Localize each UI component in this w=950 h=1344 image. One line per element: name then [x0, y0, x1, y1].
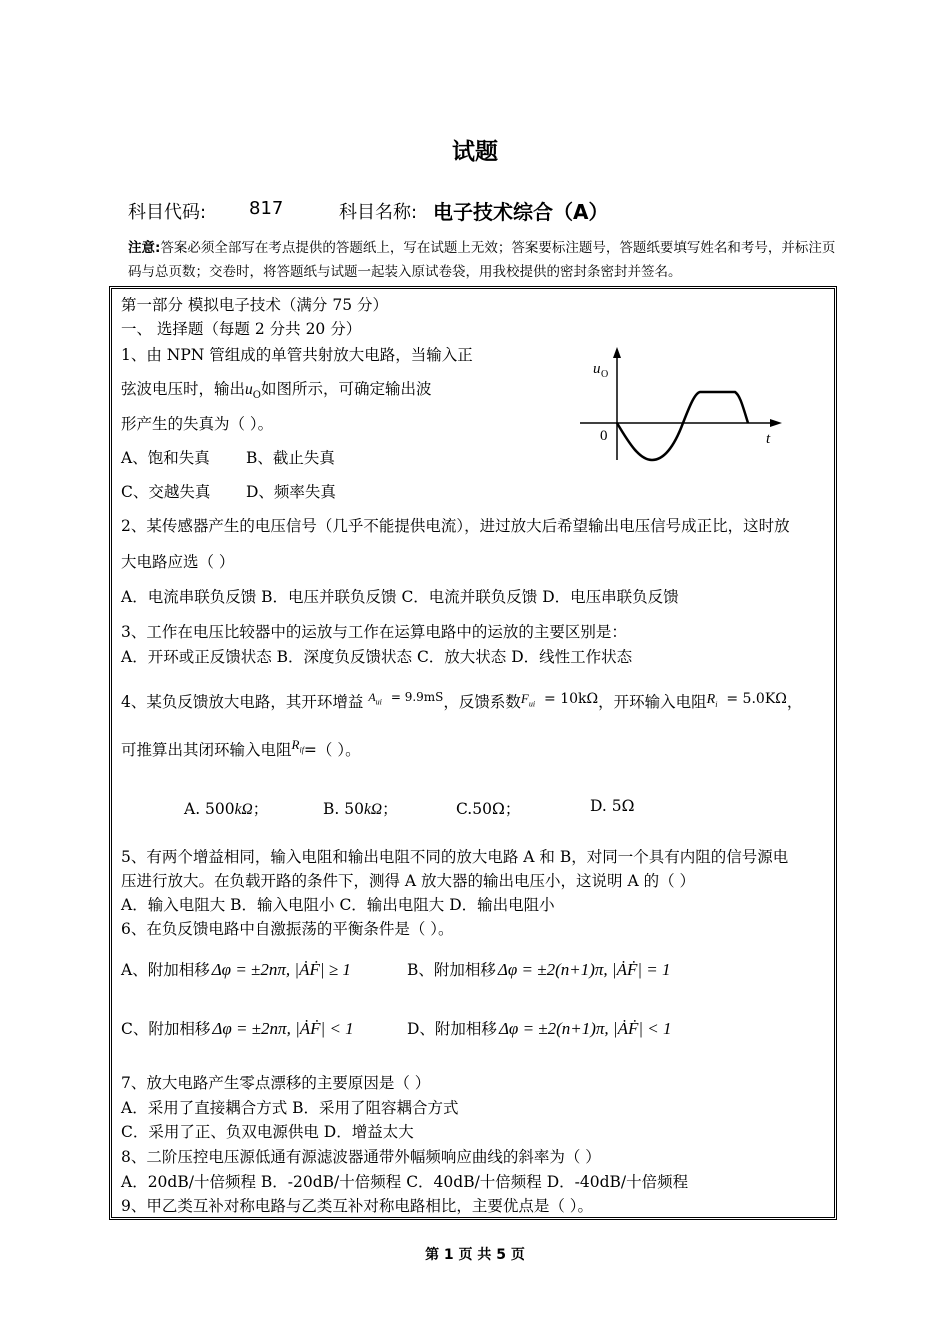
q1-option-c: C、交越失真 [121, 483, 211, 501]
q3-line1: 3、工作在电压比较器中的运放与工作在运算电路中的运放的主要区别是： [121, 623, 627, 641]
page-footer: 第 1 页 共 5 页 [425, 1247, 525, 1263]
y-axis-arrow [613, 347, 621, 358]
q5-options: A．输入电阻大 B．输入电阻小 C．输出电阻大 D．输出电阻小 [121, 896, 555, 914]
subject-code-label: 科目代码: [128, 202, 207, 223]
subject-name-label: 科目名称: [339, 202, 418, 223]
q4-closed-resistance-symbol: Rif [291, 737, 304, 755]
q6-equation-a: Δφ = ±2nπ, |ȦḞ| ≥ 1 [211, 960, 351, 979]
q5-line1: 5、有两个增益相同，输入电阻和输出电阻不同的放大电路 A 和 B，对同一个具有内阻的信号源电 [121, 848, 789, 866]
q6-equation-c: Δφ = ±2nπ, |ȦḞ| < 1 [212, 1019, 354, 1038]
q1-line1: 1、由 NPN 管组成的单管共射放大电路，当输入正 [121, 346, 473, 364]
q3-options: A．开环或正反馈状态 B．深度负反馈状态 C．放大状态 D．线性工作状态 [121, 648, 633, 666]
graph-ylabel: u [593, 361, 601, 377]
q4-gain-symbol: Aui [368, 690, 382, 707]
subject-name: 电子技术综合（A） [433, 200, 609, 224]
q4-line2 [121, 738, 361, 761]
q7-options-2: C．采用了正、负双电源供电 D．增益太大 [121, 1123, 414, 1141]
q2-line2: 大电路应选（ ） [121, 553, 235, 571]
q4-text-a: 4、某负反馈放大电路，其开环增益 [121, 693, 364, 711]
q4-resistance-value: = 5.0KΩ [726, 691, 787, 707]
q6-line1: 6、在负反馈电路中自激振荡的平衡条件是（ ）。 [121, 920, 454, 938]
q9-line1: 9、甲乙类互补对称电路与乙类互补对称电路相比，主要优点是（ ）。 [121, 1197, 594, 1215]
q2-line1: 2、某传感器产生的电压信号（几乎不能提供电流），进过放大后希望输出电压信号成正比，这时放 [121, 517, 790, 535]
q1-var-sub: O [252, 390, 261, 402]
exam-notice [128, 236, 838, 284]
subject-code: 817 [249, 198, 284, 219]
q1-waveform-graph [570, 345, 790, 470]
q8-line1: 8、二阶压控电压源低通有源滤波器通带外幅频响应曲线的斜率为（ ） [121, 1148, 601, 1166]
q2-options: A．电流串联负反馈 B．电压并联负反馈 C．电流并联负反馈 D．电压串联负反馈 [121, 588, 679, 606]
q7-line1: 7、放大电路产生零点漂移的主要原因是（ ） [121, 1074, 431, 1092]
q1-var: u [245, 381, 253, 398]
q6-equation-d: Δφ = ±2(n+1)π, |ȦḞ| < 1 [498, 1019, 672, 1038]
q4-option-d: D. 5Ω [590, 797, 635, 815]
graph-ylabel-sub: O [601, 369, 609, 380]
q4-option-c: C.50Ω； [456, 800, 521, 818]
q1-option-a: A、饱和失真 [121, 449, 210, 467]
q4-text-b: ，反馈系数 [443, 693, 521, 711]
page-title: 试题 [452, 139, 498, 165]
q6-option-d: D、附加相移 Δφ = ±2(n+1)π, |ȦḞ| < 1 [407, 1019, 672, 1038]
q1-line2a: 弦波电压时，输出 [121, 380, 246, 398]
q4-option-b: B. 50kΩ； [323, 800, 398, 818]
q7-options-1: A．采用了直接耦合方式 B．采用了阻容耦合方式 [121, 1099, 459, 1117]
part-header: 第一部分 模拟电子技术（满分 75 分） [121, 296, 389, 314]
q1-line3: 形产生的失真为（ ）。 [121, 415, 274, 433]
graph-xlabel: t [766, 431, 771, 447]
q1-line2 [121, 377, 431, 401]
x-axis-arrow [770, 419, 782, 427]
q6-option-c: C、附加相移 Δφ = ±2nπ, |ȦḞ| < 1 [121, 1019, 354, 1038]
waveform [617, 392, 748, 460]
q4-feedback-symbol: Fui [520, 691, 536, 709]
section-header: 一、 选择题（每题 2 分共 20 分） [121, 320, 362, 338]
notice-text: 答案必须全部写在考点提供的答题纸上，写在试题上无效；答案要标注题号，答题纸要填写姓名和考号，并标注页码与总页数；交卷时，将答题纸与试题一起装入原试卷袋，用我校提供的密封条密封并签名。 [128, 240, 836, 280]
q4-text-c: ，开环输入电阻 [598, 693, 707, 711]
q4-gain-value: = 9.9mS [390, 690, 444, 704]
q4-text-e: 可推算出其闭环输入电阻 [121, 741, 292, 759]
q6-equation-b: Δφ = ±2(n+1)π, |ȦḞ| = 1 [497, 960, 671, 979]
q4-feedback-value: = 10kΩ [544, 691, 599, 707]
q4-option-a: A. 500kΩ； [184, 800, 269, 818]
q6-option-b: B、附加相移 Δφ = ±2(n+1)π, |ȦḞ| = 1 [407, 960, 671, 979]
notice-label: 注意: [128, 240, 161, 256]
q8-options: A．20dB/十倍频程 B．-20dB/十倍频程 C．40dB/十倍频程 D．-40dB/十倍频程 [121, 1173, 689, 1191]
q4-text-f: =（ ）。 [303, 741, 361, 759]
q4-line1 [121, 690, 802, 713]
q4-text-d: ， [786, 693, 803, 711]
q1-option-b: B、截止失真 [246, 449, 335, 467]
q4-resistance-symbol: $R_i$ [706, 692, 718, 709]
q1-line2b: 如图所示，可确定输出波 [260, 380, 432, 398]
q5-line2: 压进行放大。在负载开路的条件下，测得 A 放大器的输出电压小，这说明 A 的（ ） [121, 872, 696, 890]
q6-option-a: A、附加相移 Δφ = ±2nπ, |ȦḞ| ≥ 1 [121, 960, 351, 979]
q1-option-d: D、频率失真 [246, 483, 336, 501]
graph-origin: 0 [600, 428, 608, 444]
